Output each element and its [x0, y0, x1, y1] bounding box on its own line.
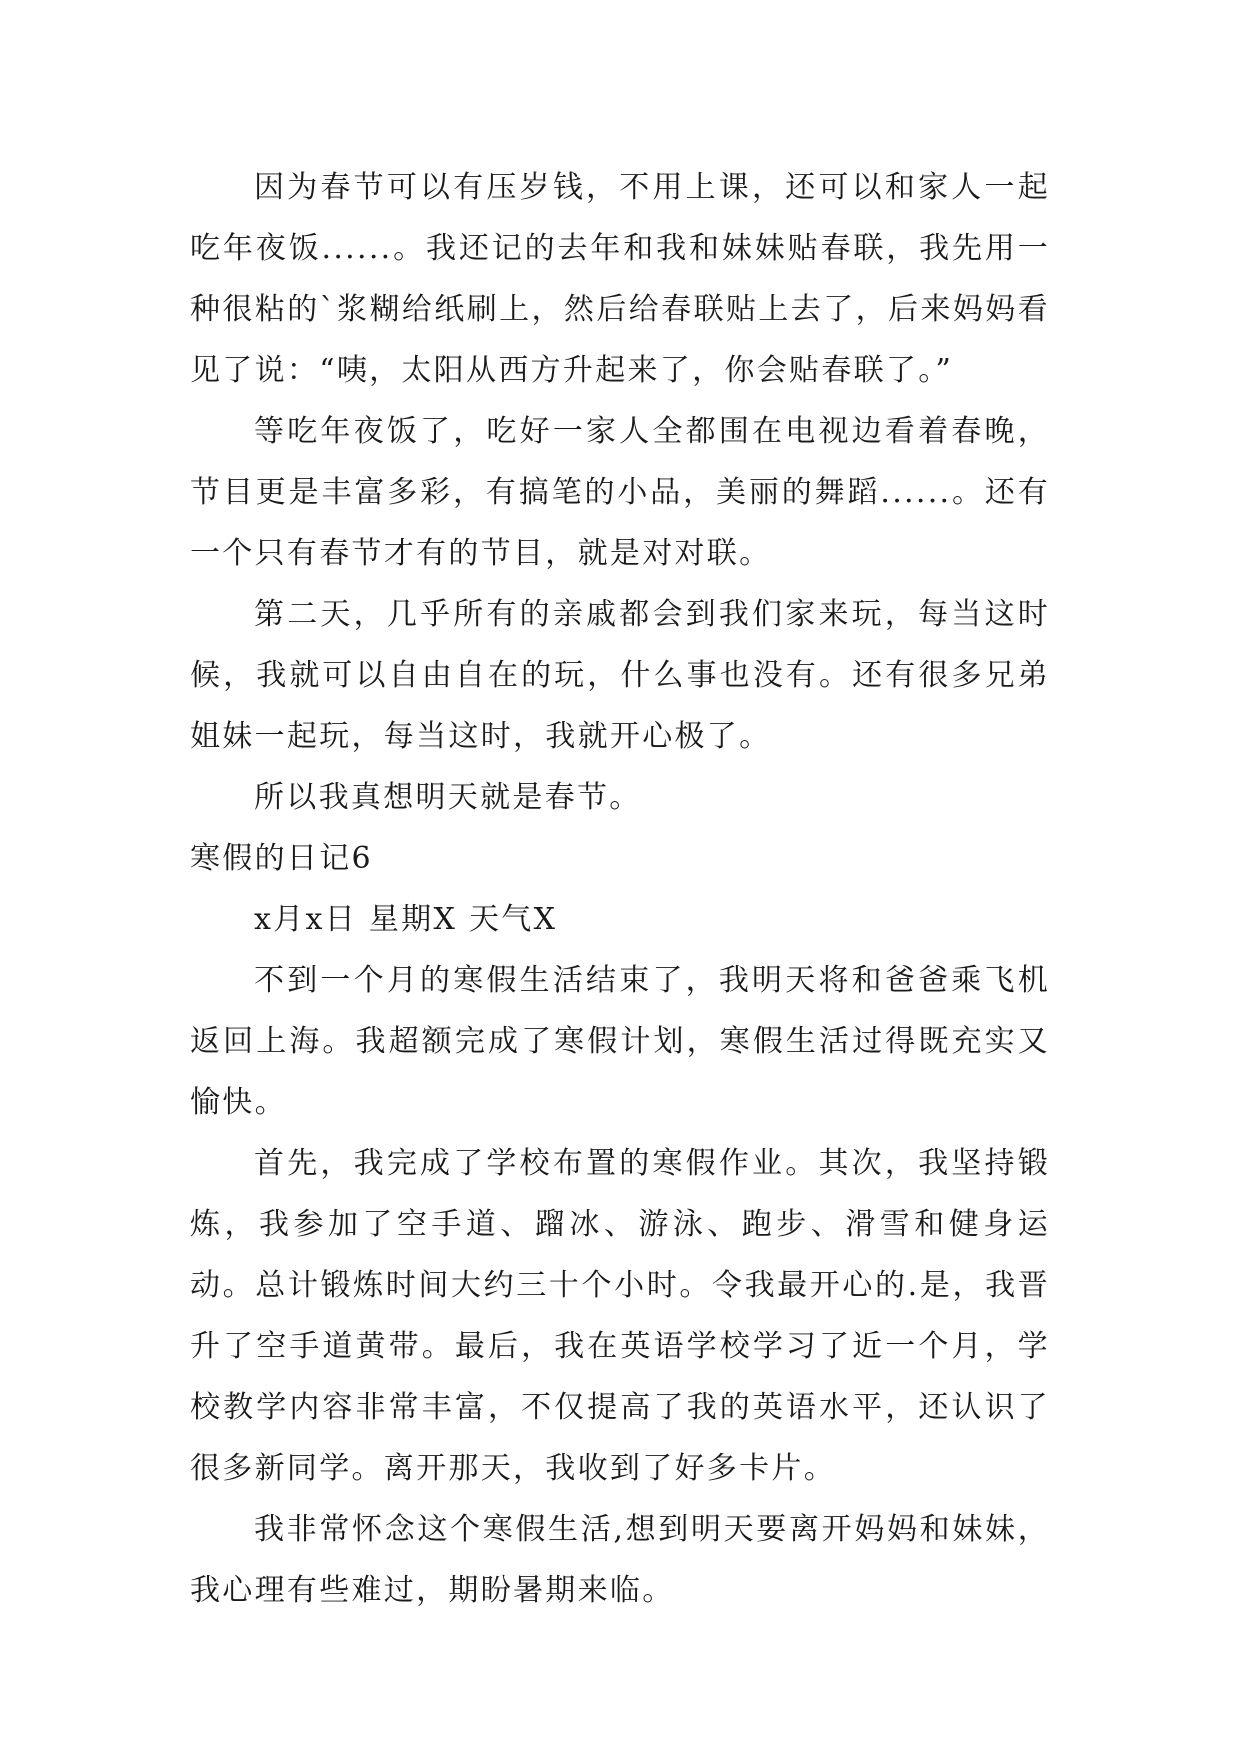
section-title: 寒假的日记6: [190, 841, 373, 876]
paragraph-second-day: 第二天，几乎所有的亲戚都会到我们家来玩，每当这时候，我就可以自由自在的玩，什么事也没有。还有很多兄弟姐妹一起玩，每当这时，我就开心极了。: [190, 597, 1050, 754]
paragraph-holiday-end: 不到一个月的寒假生活结束了，我明天将和爸爸乘飞机返回上海。我超额完成了寒假计划，寒假生活过得既充实又愉快。: [190, 963, 1050, 1120]
document-body: [190, 157, 1050, 1621]
paragraph-wish: 所以我真想明天就是春节。: [254, 780, 642, 815]
paragraph-achievements: 首先，我完成了学校布置的寒假作业。其次，我坚持锻炼，我参加了空手道、蹓冰、游泳、跑步、滑雪和健身运动。总计锻炼时间大约三十个小时。令我最开心的.是，我晋升了空手道黄带。最后，我在英语学校学习了近一个月，学校教学内容非常丰富，不仅提高了我的英语水平，还认识了很多新同学。离开那天，我收到了好多卡片。: [190, 1146, 1050, 1486]
paragraph-missing-holiday: 我非常怀念这个寒假生活,想到明天要离开妈妈和妹妹，我心理有些难过，期盼暑期来临。: [190, 1512, 1050, 1608]
date-line: x月x日 星期X 天气X: [254, 902, 558, 937]
paragraph-new-year-eve-dinner: 等吃年夜饭了，吃好一家人全都围在电视边看着春晚，节目更是丰富多彩，有搞笔的小品，美丽的舞蹈......。还有一个只有春节才有的节目，就是对对联。: [190, 414, 1050, 571]
paragraph-spring-festival: 因为春节可以有压岁钱，不用上课，还可以和家人一起吃年夜饭......。我还记的去年和我和妹妹贴春联，我先用一种很粘的`浆糊给纸刷上，然后给春联贴上去了，后来妈妈看见了说：“咦，太阳从西方升起来了，你会贴春联了。”: [190, 170, 1050, 388]
